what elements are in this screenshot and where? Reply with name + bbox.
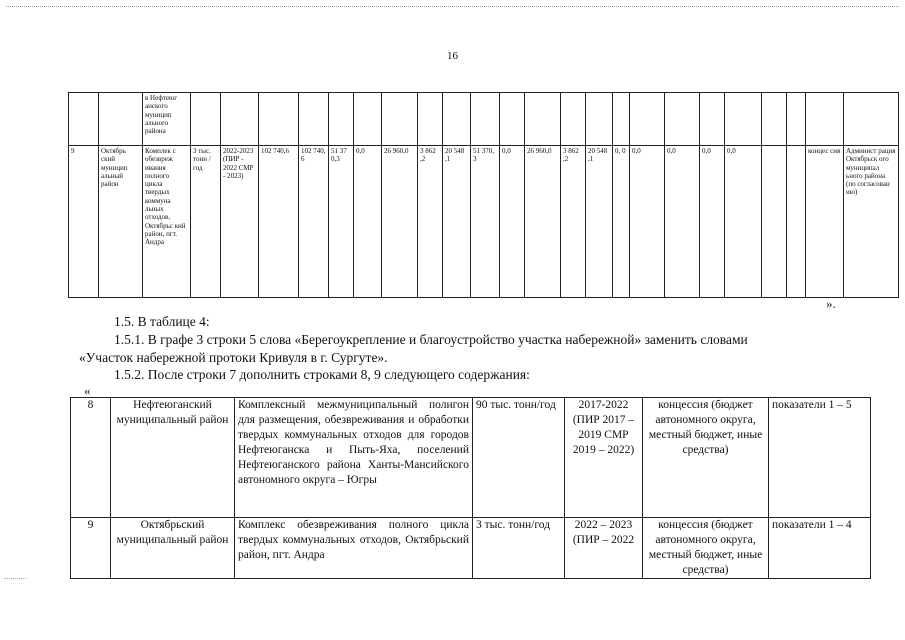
- cell-org: Админист рация Октябрьск ого муниципал ьного района (по согласован ию): [844, 146, 899, 298]
- paragraph-1-5-2: 1.5.2. После строки 7 дополнить строками 8, 9 следующего содержания:: [114, 367, 530, 382]
- cell-value: 26 960,0: [525, 146, 561, 298]
- cell-value: [787, 146, 806, 298]
- cell-value: 0,0: [725, 146, 762, 298]
- capacity-cell: 90 тыс. тонн/год: [473, 398, 565, 518]
- cell-value: 20 548 ,1: [586, 146, 613, 298]
- cell-value: [762, 146, 787, 298]
- cell-object: Комплек с обезвреж ивания полного цикла твердых коммуна льных отходов, Октябрьс кий район, пгт. Андра: [143, 146, 191, 298]
- paragraph-1-5-1: 1.5.1. В графе 3 строки 5 слова «Берегоукрепление и благоустройство участка набережной» заменить словами: [114, 332, 748, 347]
- row-number: 9: [71, 518, 111, 579]
- paragraph-1-5: 1.5. В таблице 4:: [114, 314, 210, 329]
- cell-period: 2022-2023 (ПИР - 2022 СМР - 2023): [221, 146, 259, 298]
- cell-capacity: 3 тыс. тонн /год: [191, 146, 221, 298]
- district-cell: Октябрьский муниципальный район: [111, 518, 235, 579]
- cell-value: 0,0: [500, 146, 525, 298]
- cell-value: 0,0: [630, 146, 665, 298]
- page-number: 16: [447, 50, 458, 62]
- cell-district: Октябрь ский муницип альный район: [99, 146, 143, 298]
- indicators-cell: показатели 1 – 5: [769, 398, 871, 518]
- cell-value: 26 960,0: [382, 146, 418, 298]
- paragraph-1-5-1-cont: «Участок набережной протоки Кривуля в г. Сургуте».: [79, 350, 388, 365]
- closing-quote: ».: [826, 296, 836, 311]
- cell-value: 51 37 0,3: [329, 146, 354, 298]
- lower-table: [70, 397, 871, 579]
- page-edge-top: [6, 6, 899, 7]
- cell-value: 102 740,6: [259, 146, 299, 298]
- upper-table: [68, 92, 899, 298]
- indicators-cell: показатели 1 – 4: [769, 518, 871, 579]
- cell-value: 0,0: [354, 146, 382, 298]
- form-cell: концессия (бюджет автономного округа, местный бюджет, иные средства): [643, 398, 769, 518]
- continuation-cell: в Нефтеюг анского муницип ального района: [143, 93, 191, 146]
- cell-value: 0,0: [700, 146, 725, 298]
- district-cell: Нефтеюганский муниципальный район: [111, 398, 235, 518]
- cell-value: 0, 0: [613, 146, 630, 298]
- form-cell: концессия (бюджет автономного округа, местный бюджет, иные средства): [643, 518, 769, 579]
- cell-value: 102 740, 6: [299, 146, 329, 298]
- cell-value: 3 862 ,2: [418, 146, 443, 298]
- cell-value: 3 862 ,2: [561, 146, 586, 298]
- table-row: [71, 398, 871, 518]
- opening-quote: «: [84, 383, 91, 398]
- page-edge-left: [4, 578, 26, 579]
- cell-num: 9: [69, 146, 99, 298]
- period-cell: 2017-2022 (ПИР 2017 – 2019 СМР 2019 – 2022): [565, 398, 643, 518]
- row-number: 8: [71, 398, 111, 518]
- cell-value: 20 548 ,1: [443, 146, 471, 298]
- table-row: [71, 518, 871, 579]
- object-cell: Комплекс обезвреживания полного цикла твердых коммунальных отходов, Октябрьский район, пгт. Андра: [235, 518, 473, 579]
- period-cell: 2022 – 2023 (ПИР – 2022: [565, 518, 643, 579]
- upper-table-row-9: [69, 146, 899, 298]
- upper-table-continuation-row: [69, 93, 899, 146]
- object-cell: Комплексный межмуниципальный полигон для размещения, обезвреживания и обработки твердых коммунальных отходов для городов Нефтеюганска и Пыть-Яха, поселений Нефтеюганского района Ханты-Мансийского автономного округа – Югры: [235, 398, 473, 518]
- cell-value: 51 370, 3: [471, 146, 500, 298]
- capacity-cell: 3 тыс. тонн/год: [473, 518, 565, 579]
- cell-form: концес сия: [806, 146, 844, 298]
- cell-value: 0,0: [665, 146, 700, 298]
